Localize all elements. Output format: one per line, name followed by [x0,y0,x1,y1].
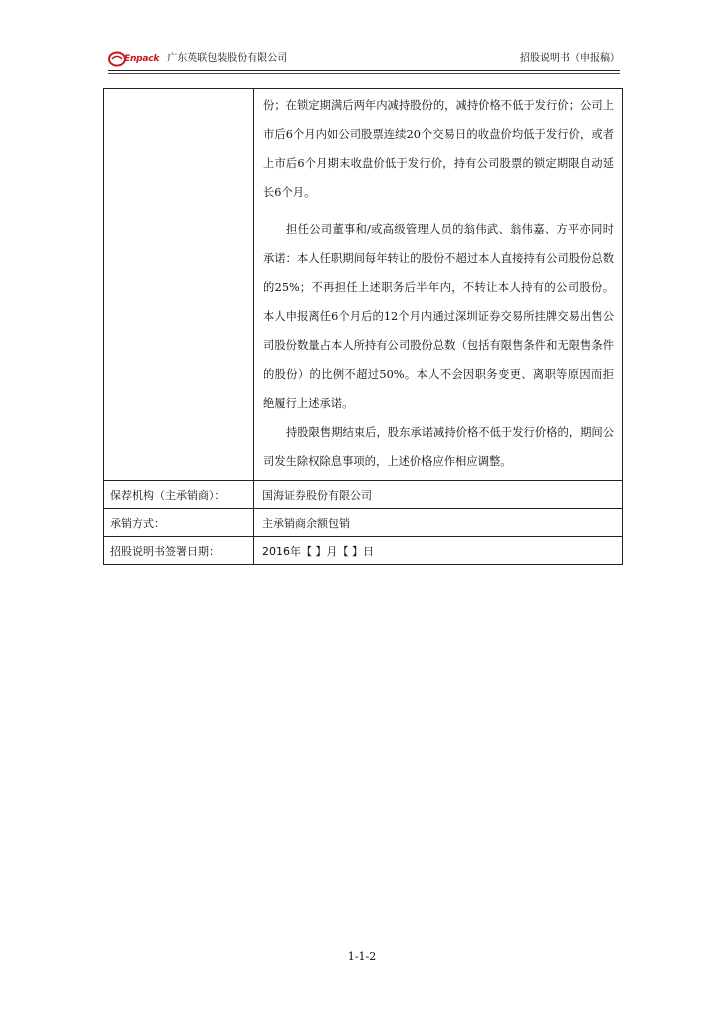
sponsor-value: 国海证券股份有限公司 [254,481,623,509]
signing-date-label: 招股说明书签署日期： [104,537,254,565]
underwriting-value: 主承销商余额包销 [254,509,623,537]
company-logo [108,51,159,67]
table-row-sponsor [104,481,623,509]
page-number: 1-1-2 [347,950,377,963]
commitment-paragraph-3: 持股限售期结束后，股东承诺减持价格不低于发行价格的，期间公司发生除权除息事项的，上述价格应作相应调整。 [263,426,614,468]
underwriting-label: 承销方式： [104,509,254,537]
logo-wordmark: Enpack [124,54,160,64]
commitment-text-cell [254,89,623,481]
company-name: 广东英联包装股份有限公司 [167,53,288,64]
issuance-info-table [103,88,623,565]
commitment-paragraph-2: 担任公司董事和/或高级管理人员的翁伟武、翁伟嘉、方平亦同时承诺：本人任职期间每年转让的股份不超过本人直接持有公司股份总数的25%；不再担任上述职务后半年内，不转让本人持有的公司股份。本人申报离任6个月后的12个月内通过深圳证券交易所挂牌交易出售公司股份数量占本人所持有公司股份总数（包括有限售条件和无限售条件的股份）的比例不超过50%。本人不会因职务变更、离职等原因而拒绝履行上述承诺。 [263,223,614,410]
table-row-underwriting [104,509,623,537]
commitment-paragraph-1: 份；在锁定期满后两年内减持股份的，减持价格不低于发行价；公司上市后6个月内如公司股票连续20个交易日的收盘价均低于发行价，或者上市后6个月期末收盘价低于发行价，持有公司股票的锁定期限自动延长6个月。 [263,99,614,199]
header-rule-thin [108,73,620,74]
sponsor-label: 保荐机构（主承销商）： [104,481,254,509]
signing-date-value: 2016年【 】月【 】日 [254,537,623,565]
document-title: 招股说明书（申报稿） [520,53,620,64]
page-header [108,50,620,68]
header-rule-thick [108,70,620,71]
empty-label-cell [104,89,254,481]
table-row-commitment [104,89,623,481]
header-left [108,50,287,68]
table-row-signing-date [104,537,623,565]
